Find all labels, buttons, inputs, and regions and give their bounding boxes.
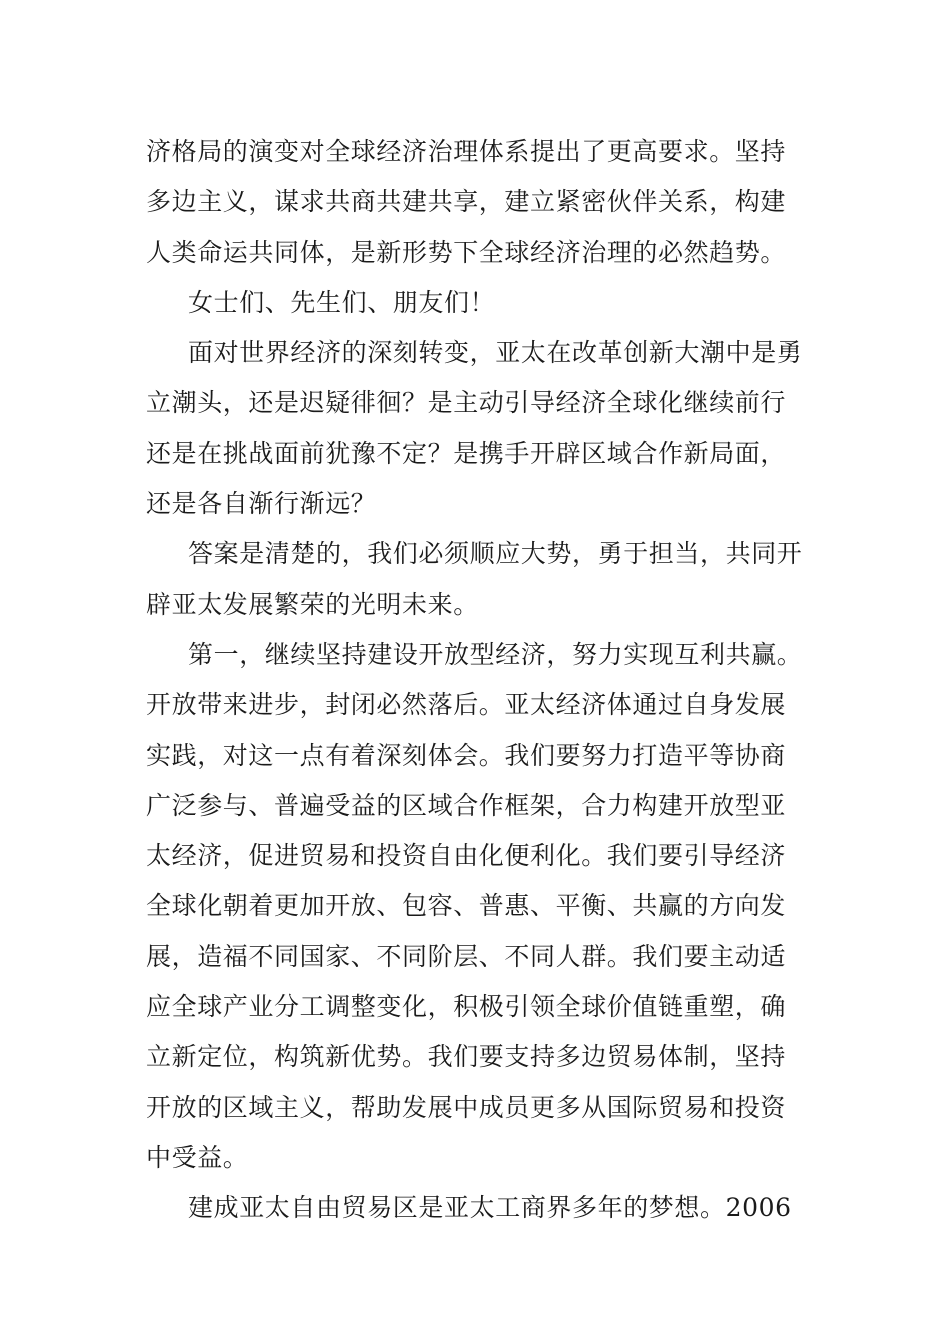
text-line: 实践，对这一点有着深刻体会。我们要努力打造平等协商 — [146, 740, 787, 770]
document-body — [146, 127, 811, 1234]
text-line: 建成亚太自由贸易区是亚太工商界多年的梦想。2006 — [188, 1193, 792, 1223]
text-line: 答案是清楚的，我们必须顺应大势，勇于担当，共同开 — [188, 539, 803, 569]
text-line: 展，造福不同国家、不同阶层、不同人群。我们要主动适 — [146, 941, 787, 971]
text-line: 开放的区域主义，帮助发展中成员更多从国际贸易和投资 — [146, 1092, 787, 1122]
text-line: 应全球产业分工调整变化，积极引领全球价值链重塑，确 — [146, 992, 787, 1022]
text-line: 辟亚太发展繁荣的光明未来。 — [146, 589, 479, 619]
text-line: 立新定位，构筑新优势。我们要支持多边贸易体制，坚持 — [146, 1042, 787, 1072]
text-line: 面对世界经济的深刻转变，亚太在改革创新大潮中是勇 — [188, 338, 803, 368]
text-line: 第一，继续坚持建设开放型经济，努力实现互利共赢。 — [188, 639, 803, 669]
text-line: 开放带来进步，封闭必然落后。亚太经济体通过自身发展 — [146, 690, 787, 720]
text-line: 太经济，促进贸易和投资自由化便利化。我们要引导经济 — [146, 841, 787, 871]
text-line: 全球化朝着更加开放、包容、普惠、平衡、共赢的方向发 — [146, 891, 787, 921]
text-line: 还是各自渐行渐远？ — [146, 489, 377, 519]
text-line: 还是在挑战面前犹豫不定？是携手开辟区域合作新局面， — [146, 438, 787, 468]
text-line: 多边主义，谋求共商共建共享，建立紧密伙伴关系，构建 — [146, 187, 787, 217]
text-line: 广泛参与、普遍受益的区域合作框架，合力构建开放型亚 — [146, 790, 787, 820]
text-line: 人类命运共同体，是新形势下全球经济治理的必然趋势。 — [146, 237, 787, 267]
text-line: 女士们、先生们、朋友们！ — [188, 287, 496, 317]
text-line: 中受益。 — [146, 1142, 249, 1172]
text-line: 济格局的演变对全球经济治理体系提出了更高要求。坚持 — [146, 137, 787, 166]
text-line: 立潮头，还是迟疑徘徊？是主动引导经济全球化继续前行 — [146, 388, 787, 418]
